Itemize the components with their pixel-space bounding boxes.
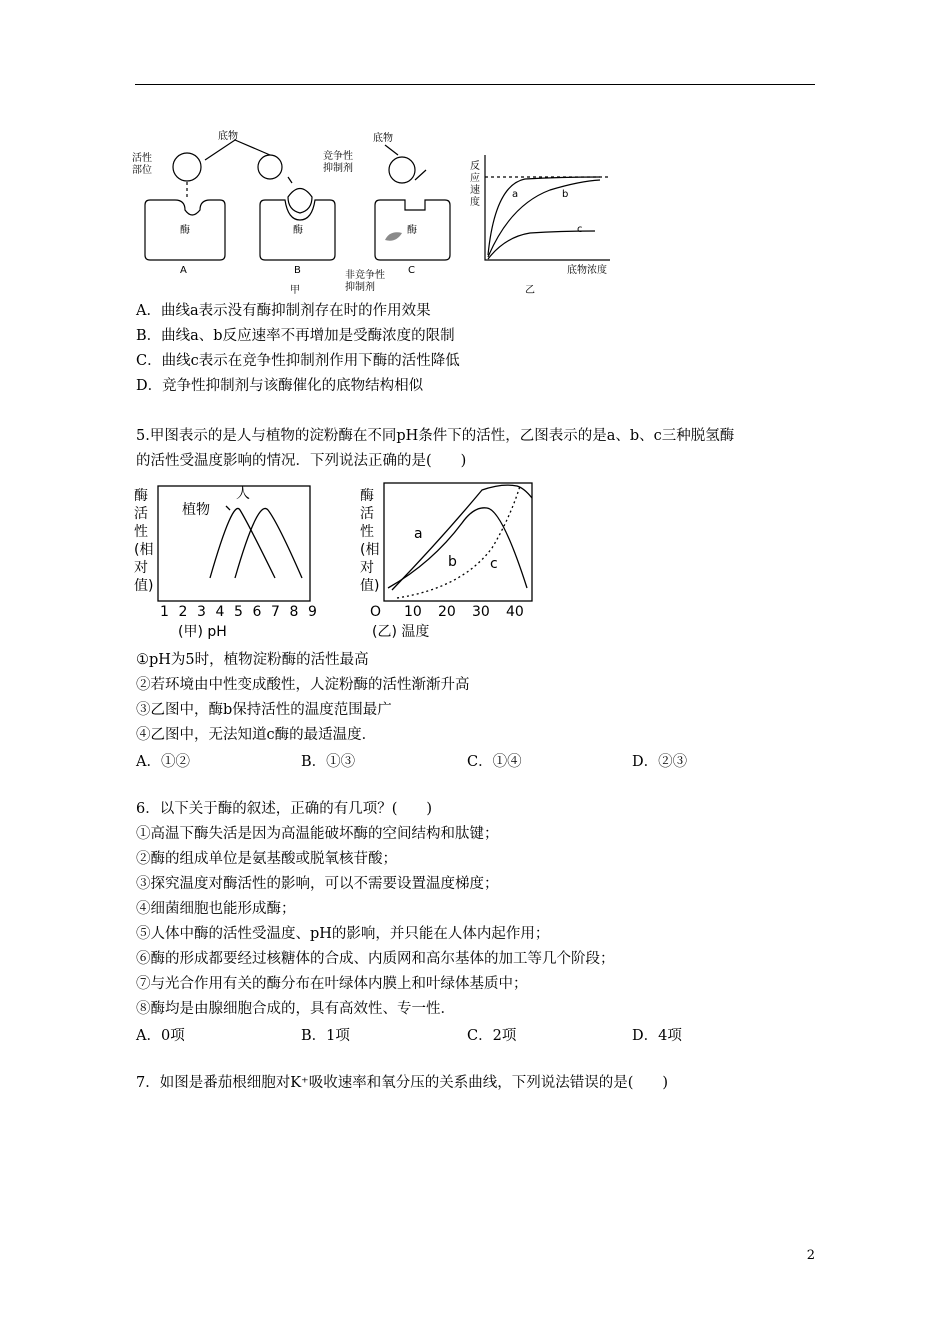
temp-tick-label: 10 xyxy=(404,604,422,620)
q5-stem-1: 5.甲图表示的是人与植物的淀粉酶在不同pH条件下的活性，乙图表示的是a、b、c三种脱氢酶 xyxy=(136,428,735,444)
q5-option-d[interactable]: D．②③ xyxy=(632,754,688,770)
graph-y-2: 应 xyxy=(470,173,480,184)
xlabel-yi: (乙) 温度 xyxy=(372,624,430,640)
xlabel-jia: (甲) pH xyxy=(178,624,227,640)
q6-statement-5: ⑤人体中酶的活性受温度、pH的影响，并只能在人体内起作用； xyxy=(136,926,550,942)
q6-stem: 6．以下关于酶的叙述，正确的有几项？( ) xyxy=(136,801,433,817)
ph-activity-graph xyxy=(130,478,320,643)
q5-statement-4: ④乙图中，无法知道c酶的最适温度． xyxy=(136,727,377,743)
ph-x-ticks xyxy=(160,604,317,620)
label-enzyme-b: 酶 xyxy=(293,225,303,236)
label-site: 部位 xyxy=(132,165,152,176)
label-competitive-1: 竞争性 xyxy=(323,151,353,162)
temp-tick-label: 40 xyxy=(506,604,524,620)
q5-option-c[interactable]: C．①④ xyxy=(467,754,522,770)
q5-statement-3: ③乙图中，酶b保持活性的温度范围最广 xyxy=(136,702,392,718)
temp-tick-label: 20 xyxy=(438,604,456,620)
q6-statement-1: ①高温下酶失活是因为高温能破坏酶的空间结构和肽键； xyxy=(136,826,499,842)
origin-label: O xyxy=(370,604,382,620)
header-rule xyxy=(135,84,815,85)
ph-tick-label: 1 xyxy=(160,604,169,620)
q4-option-a: A．曲线a表示没有酶抑制剂存在时的作用效果 xyxy=(136,303,431,319)
label-competitive-2: 抑制剂 xyxy=(323,163,353,174)
q6-option-c[interactable]: C．2项 xyxy=(467,1028,517,1044)
q6-option-a[interactable]: A．0项 xyxy=(136,1028,185,1044)
temperature-activity-graph xyxy=(352,478,542,643)
q6-option-d[interactable]: D．4项 xyxy=(632,1028,682,1044)
q5-option-a[interactable]: A．①② xyxy=(136,754,190,770)
series-plant-label: 植物 xyxy=(182,502,210,518)
q6-option-b[interactable]: B．1项 xyxy=(301,1028,350,1044)
q5-statement-1: ①pH为5时，植物淀粉酶的活性最高 xyxy=(136,652,369,668)
ylabel-jia-1: 酶 xyxy=(134,488,148,504)
ph-tick-label: 9 xyxy=(308,604,317,620)
q5-option-b[interactable]: B．①③ xyxy=(301,754,356,770)
label-enzyme-a: 酶 xyxy=(180,225,190,236)
ph-tick-label: 3 xyxy=(197,604,206,620)
enzyme-inhibition-figure xyxy=(130,125,620,300)
ylabel-jia-5: 对 xyxy=(134,560,148,576)
label-active: 活性 xyxy=(132,153,152,164)
label-substrate-1: 底物 xyxy=(218,131,238,142)
q4-option-d: D．竞争性抑制剂与该酶催化的底物结构相似 xyxy=(136,378,424,394)
label-enzyme-c: 酶 xyxy=(407,225,417,236)
ylabel-yi-5: 对 xyxy=(360,560,374,576)
page-number: 2 xyxy=(806,1248,815,1263)
ph-tick-label: 5 xyxy=(234,604,243,620)
ylabel-jia-6: 值) xyxy=(134,578,154,594)
curve-a-label: a xyxy=(414,526,423,542)
label-a: A xyxy=(180,265,187,276)
ylabel-jia-2: 活 xyxy=(134,506,148,522)
q5-stem-2: 的活性受温度影响的情况．下列说法正确的是( ) xyxy=(136,453,467,469)
label-yi: 乙 xyxy=(525,285,535,296)
ph-tick-label: 8 xyxy=(289,604,299,620)
curve-c-label: c xyxy=(577,224,583,235)
q4-option-b: B．曲线a、b反应速率不再增加是受酶浓度的限制 xyxy=(136,328,455,344)
series-human-label: 人 xyxy=(236,486,250,502)
label-c: C xyxy=(408,265,415,276)
q5-statement-2: ②若环境由中性变成酸性，人淀粉酶的活性渐渐升高 xyxy=(136,677,470,693)
label-substrate-2: 底物 xyxy=(373,133,393,144)
curve-b-label: b xyxy=(448,554,457,570)
ph-tick-label: 6 xyxy=(252,604,262,620)
graph-y-4: 度 xyxy=(470,197,480,208)
ph-tick-label: 4 xyxy=(215,604,225,620)
graph-x-label: 底物浓度 xyxy=(567,265,607,276)
ph-tick-label: 2 xyxy=(178,604,188,620)
ylabel-jia-4: (相 xyxy=(134,542,154,558)
q6-statement-2: ②酶的组成单位是氨基酸或脱氧核苷酸； xyxy=(136,851,397,867)
label-jia: 甲 xyxy=(290,285,300,296)
label-b: B xyxy=(294,265,301,276)
q6-statement-6: ⑥酶的形成都要经过核糖体的合成、内质网和高尔基体的加工等几个阶段； xyxy=(136,951,615,967)
q6-statement-8: ⑧酶均是由腺细胞合成的，具有高效性、专一性． xyxy=(136,1001,455,1017)
graph-y-3: 速 xyxy=(470,185,480,196)
q7-stem: 7．如图是番茄根细胞对K⁺吸收速率和氧分压的关系曲线，下列说法错误的是( ) xyxy=(136,1075,669,1091)
q6-statement-7: ⑦与光合作用有关的酶分布在叶绿体内膜上和叶绿体基质中； xyxy=(136,976,528,992)
curve-b-label: b xyxy=(562,189,569,200)
ylabel-yi-6: 值) xyxy=(360,578,380,594)
curve-a-label: a xyxy=(512,189,519,200)
ylabel-yi-1: 酶 xyxy=(360,488,374,504)
label-noncompetitive-2: 抑制剂 xyxy=(345,282,375,293)
ylabel-yi-3: 性 xyxy=(360,524,374,540)
temp-x-ticks xyxy=(404,604,524,620)
q6-statement-3: ③探究温度对酶活性的影响，可以不需要设置温度梯度； xyxy=(136,876,499,892)
temp-tick-label: 30 xyxy=(472,604,490,620)
ylabel-yi-2: 活 xyxy=(360,506,374,522)
q4-option-c: C．曲线c表示在竞争性抑制剂作用下酶的活性降低 xyxy=(136,353,460,369)
ph-tick-label: 7 xyxy=(271,604,280,620)
ylabel-jia-3: 性 xyxy=(134,524,148,540)
graph-y-1: 反 xyxy=(470,161,480,172)
ylabel-yi-4: (相 xyxy=(360,542,380,558)
curve-c-label: c xyxy=(490,556,498,572)
label-noncompetitive-1: 非竞争性 xyxy=(345,270,385,281)
q6-statement-4: ④细菌细胞也能形成酶； xyxy=(136,901,296,917)
